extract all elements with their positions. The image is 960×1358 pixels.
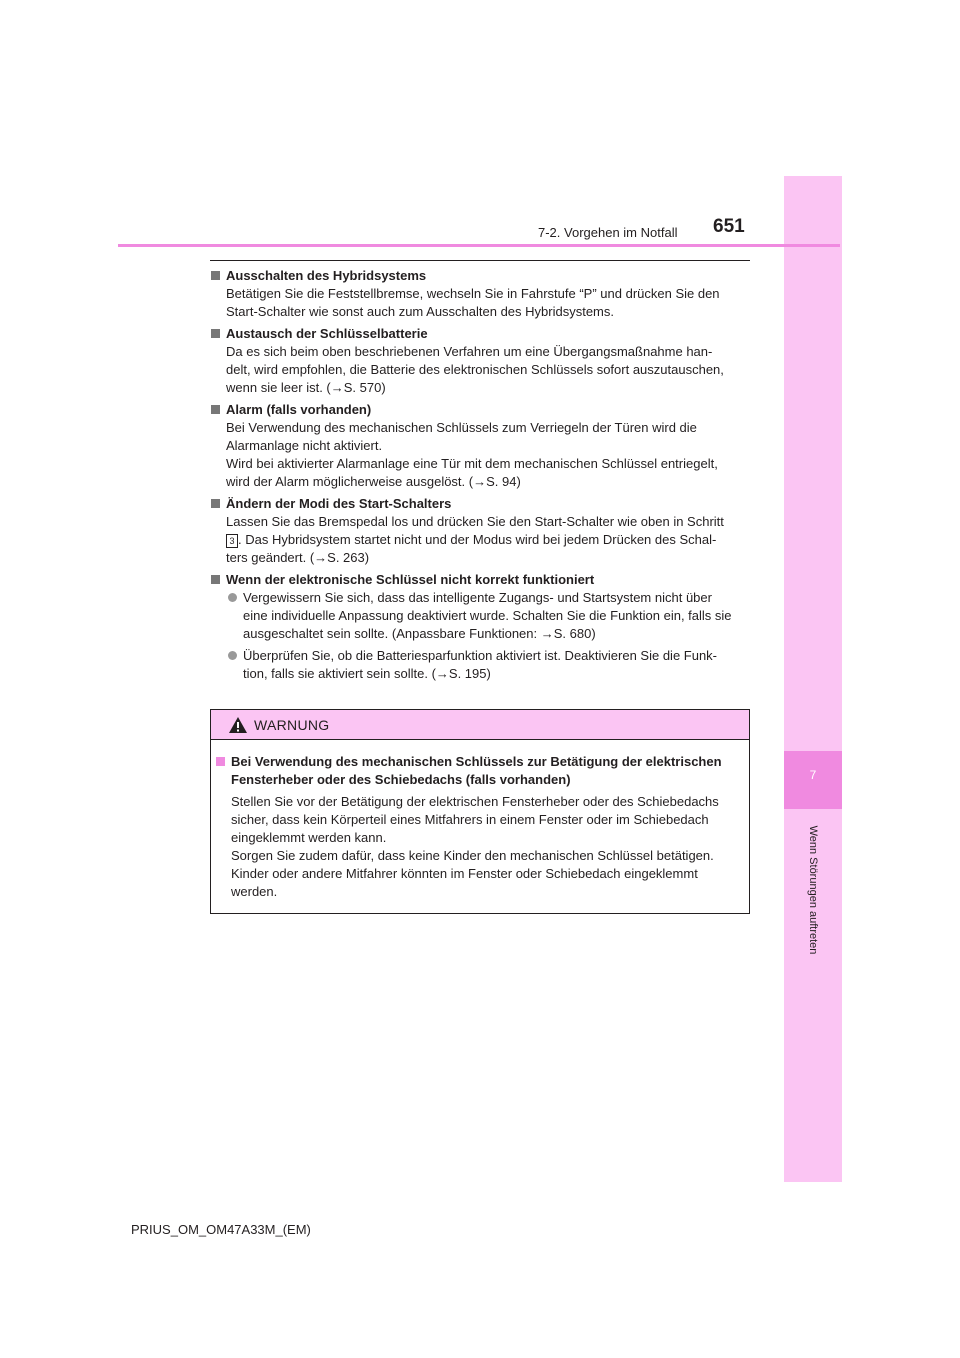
content	[210, 267, 750, 687]
square-bullet-icon	[211, 271, 220, 280]
text-line: Kinder oder andere Mitfahrer könnten im Fenster oder Schiebedach eingeklemmt	[231, 866, 698, 881]
item-start-schalter	[210, 495, 750, 567]
item-title: Wenn der elektronische Schlüssel nicht korrekt funktioniert	[226, 572, 595, 587]
text-line: Vergewissern Sie sich, dass das intelligente Zugangs- und Startsystem nicht über	[243, 590, 712, 605]
text-line: Lassen Sie das Bremspedal los und drücken Sie den Start-Schalter wie oben in Schritt	[226, 514, 724, 529]
item-heading	[210, 401, 750, 419]
text-line: wenn sie leer ist. (→S. 570)	[226, 380, 386, 395]
text-line: werden.	[231, 884, 278, 899]
document-code: PRIUS_OM_OM47A33M_(EM)	[131, 1222, 311, 1237]
text-line: Bei Verwendung des mechanischen Schlüssels zur Betätigung der elektrischen	[231, 754, 722, 769]
square-bullet-icon	[211, 575, 220, 584]
item-body	[210, 419, 750, 491]
item-title: Ausschalten des Hybridsystems	[226, 268, 427, 283]
text-line: delt, wird empfohlen, die Batterie des elektronischen Schlüssels sofort auszutauschen,	[226, 362, 724, 377]
circle-bullet-icon	[228, 593, 237, 602]
text-line: Da es sich beim oben beschriebenen Verfahren um eine Übergangsmaßnahme han-	[226, 344, 713, 359]
page-number: 651	[713, 216, 745, 237]
item-body	[210, 343, 750, 397]
square-bullet-icon	[211, 405, 220, 414]
item-title: Alarm (falls vorhanden)	[226, 402, 372, 417]
item-heading	[210, 267, 750, 285]
text-line: ters geändert. (→S. 263)	[226, 550, 370, 565]
chapter-number: 7	[809, 768, 817, 782]
text-line: eine individuelle Anpassung deaktiviert wurde. Schalten Sie die Funktion ein, falls sie	[243, 608, 732, 623]
warning-body	[211, 740, 749, 901]
warning-text	[216, 793, 741, 901]
square-bullet-icon	[211, 329, 220, 338]
chapter-side-tab	[784, 176, 842, 1182]
text-line: sicher, dass kein Körperteil eines Mitfahrers in einem Fenster oder im Schiebedach	[231, 812, 709, 827]
circle-bullet-icon	[228, 651, 237, 660]
warning-title	[231, 753, 722, 789]
item-title: Ändern der Modi des Start-Schalters	[226, 496, 452, 511]
warning-triangle-icon	[228, 716, 248, 734]
text-line: Sorgen Sie zudem dafür, dass keine Kinder den mechanischen Schlüssel betätigen.	[231, 848, 714, 863]
text-line: Alarmanlage nicht aktiviert.	[226, 438, 383, 453]
section-title: 7-2. Vorgehen im Notfall	[538, 225, 678, 240]
bullet-item	[210, 589, 750, 643]
item-heading	[210, 325, 750, 343]
text-line: eingeklemmt werden kann.	[231, 830, 387, 845]
square-bullet-icon	[216, 757, 225, 766]
text-line: wird der Alarm möglicherweise ausgelöst. (→S. 94)	[226, 474, 521, 489]
square-bullet-icon	[211, 499, 220, 508]
chapter-title: Wenn Störungen auftreten	[807, 825, 819, 955]
step-number-icon[interactable]: 3	[226, 534, 238, 548]
item-body	[210, 285, 750, 321]
warning-box	[210, 709, 750, 914]
item-title: Austausch der Schlüsselbatterie	[226, 326, 428, 341]
text-line: Bei Verwendung des mechanischen Schlüssels zum Verriegeln der Türen wird die	[226, 420, 697, 435]
text-line: Stellen Sie vor der Betätigung der elektrischen Fensterheber oder des Schiebedachs	[231, 794, 719, 809]
item-ausschalten	[210, 267, 750, 321]
text-line: Start-Schalter wie sonst auch zum Ausschalten des Hybridsystems.	[226, 304, 614, 319]
text-line: Überprüfen Sie, ob die Batteriesparfunktion aktiviert ist. Deaktivieren Sie die Funk-	[243, 648, 718, 663]
item-heading	[210, 571, 750, 589]
bullet-item	[210, 647, 750, 683]
bullet-text	[243, 647, 717, 683]
item-body	[210, 513, 750, 567]
header-rule	[118, 244, 840, 247]
item-alarm	[210, 401, 750, 491]
item-schluessel-funktion	[210, 571, 750, 683]
item-schluesselbatterie	[210, 325, 750, 397]
text-line: Fensterheber oder des Schiebedachs (falls vorhanden)	[231, 772, 571, 787]
text-line: tion, falls sie aktiviert sein sollte. (→S. 195)	[243, 666, 491, 681]
text-line: ausgeschaltet sein sollte. (Anpassbare Funktionen: →S. 680)	[243, 626, 596, 641]
text-line: Betätigen Sie die Feststellbremse, wechseln Sie in Fahrstufe “P” und drücken Sie den	[226, 286, 720, 301]
warning-heading	[216, 753, 741, 789]
text-fragment: . Das Hybridsystem startet nicht und der Modus wird bei jedem Drücken des Schal-	[238, 532, 717, 547]
warning-label: WARNUNG	[254, 716, 330, 733]
bullet-text	[243, 589, 732, 643]
warning-header	[211, 710, 749, 740]
item-heading	[210, 495, 750, 513]
text-line	[226, 531, 750, 549]
text-line: Wird bei aktivierter Alarmanlage eine Tür mit dem mechanischen Schlüssel entriegelt,	[226, 456, 718, 471]
content-top-rule	[210, 260, 750, 261]
